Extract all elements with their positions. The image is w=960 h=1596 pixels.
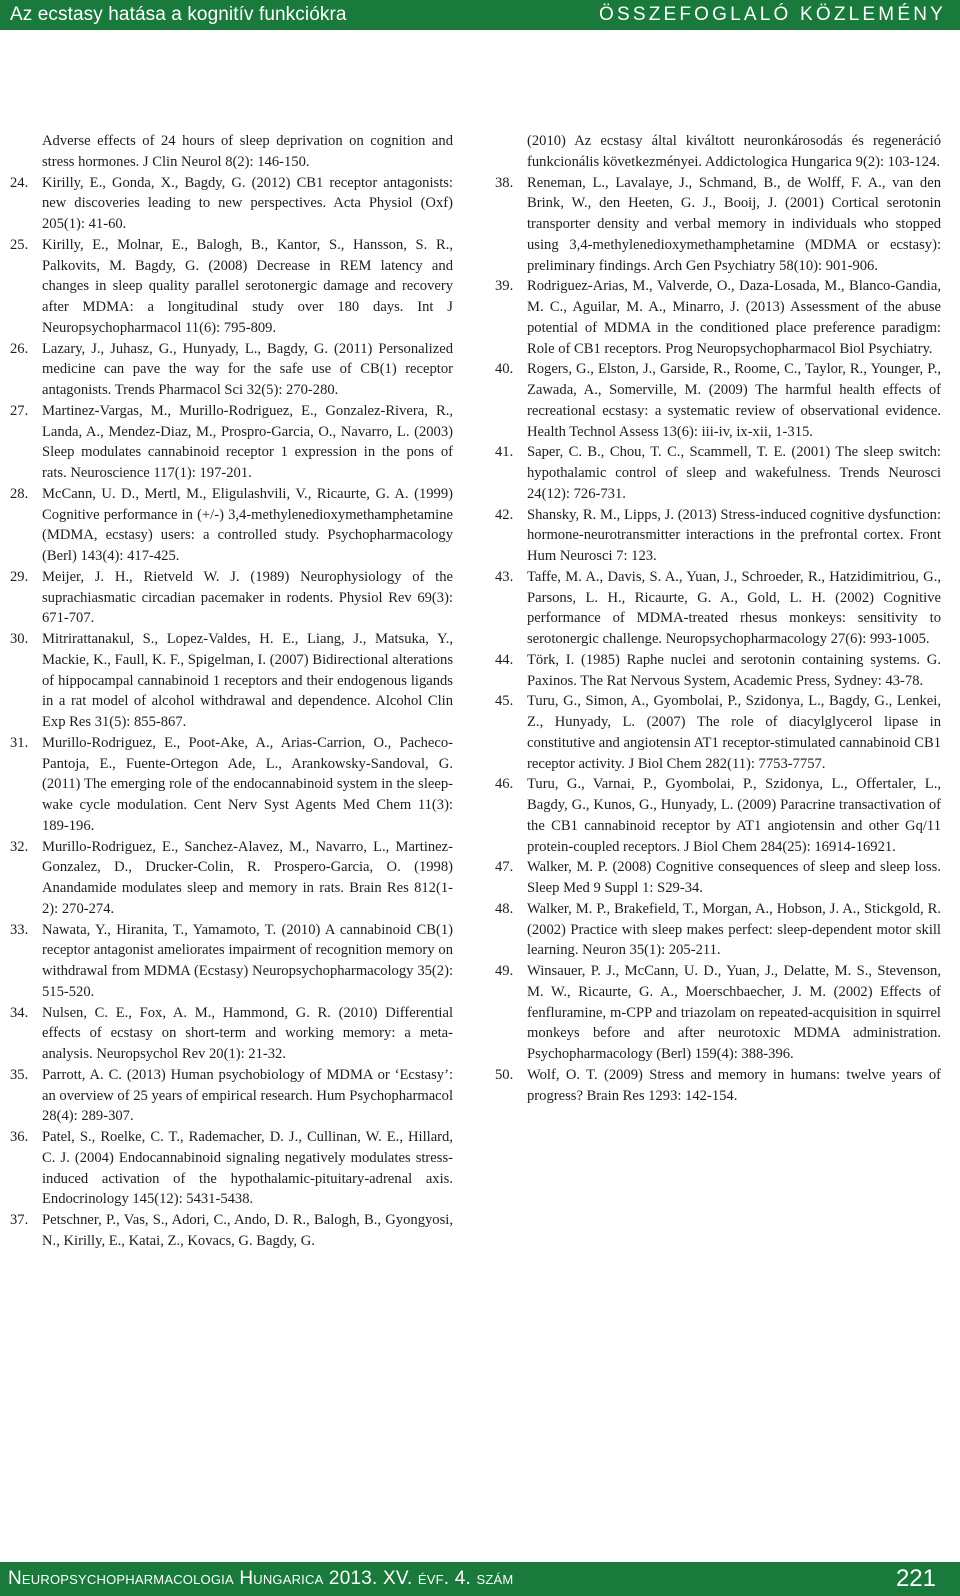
reference-number: 35. [10,1066,29,1083]
reference-number: 24. [10,174,29,191]
reference-number: 39. [495,278,514,295]
reference-item [495,899,941,961]
reference-item [10,1003,453,1065]
reference-number: 31. [10,734,29,751]
reference-item [10,235,453,339]
reference-text: Kirilly, E., Molnar, E., Balogh, B., Kantor, S., Hansson, S. R., Palkovits, M. Bagdy, G. (2008) Decrease in REM latency and changes in sleep quality parallel serotonergic damage and recovery after MDMA: a longitudinal study over 180 days. Int J Neuropsychopharmacol 11(6): 795-809. [42,236,453,336]
running-header [0,0,960,30]
reference-item [10,920,453,1003]
reference-text: Murillo-Rodriguez, E., Poot-Ake, A., Arias-Carrion, O., Pacheco-Pantoja, E., Fuente-Ortegon Ade, L., Arankowsky-Sandoval, G. (2011) The emerging role of the endocannabinoid system in the sleep-wake cycle modulation. Cent Nerv Syst Agents Med Chem 11(3): 189-196. [42,734,453,834]
reference-number: 34. [10,1004,29,1021]
reference-text: Winsauer, P. J., McCann, U. D., Yuan, J., Delatte, M. S., Stevenson, M. W., Ricaurte, G. A., Moerschbaecher, J. M. (2002) Effects of fenfluramine, m-CPP and triazolam on repeated-acquisition in squirrel monkeys before and after neurotoxic MDMA administration. Psychopharmacology (Berl) 159(4): 388-396. [527,963,941,1062]
reference-item [495,650,941,692]
reference-text: Nawata, Y., Hiranita, T., Yamamoto, T. (2010) A cannabinoid CB(1) receptor antagonist ameliorates impairment of recognition memory on withdrawal from MDMA (Ecstasy) Neuropsychopharmacology 35(2): 515-520. [42,921,453,1000]
reference-item [10,401,453,484]
reference-item [495,567,941,650]
reference-item [10,567,453,629]
reference-list [495,173,941,1107]
reference-continuation: Adverse effects of 24 hours of sleep deprivation on cognition and stress hormones. J Clin Neurol 8(2): 146-150. [42,133,453,170]
reference-number: 25. [10,236,29,253]
reference-item [10,1127,453,1210]
right-column [495,131,941,1106]
left-column [10,131,453,1252]
reference-number: 49. [495,963,514,979]
reference-text: Taffe, M. A., Davis, S. A., Yuan, J., Schroeder, R., Hatzidimitriou, G., Parsons, L. H., Ricaurte, G. A., Gold, L. H. (2002) Cognitive performance of MDMA-treated rhesus monkeys: sensitivity to serotonergic challenge. Neuropsychopharmacology 27(6): 993-1005. [527,568,941,647]
reference-text: Wolf, O. T. (2009) Stress and memory in humans: twelve years of progress? Brain Res 1293: 142-154. [527,1066,941,1104]
reference-number: 47. [495,859,514,876]
reference-number: 46. [495,776,514,793]
reference-number: 36. [10,1129,29,1145]
reference-number: 27. [10,402,29,419]
reference-item [495,276,941,359]
reference-text: Reneman, L., Lavalaye, J., Schmand, B., de Wolff, F. A., van den Brink, W., den Heeten, G. J., Booij, J. (2001) Cortical serotonin transporter density and verbal memory in individuals who stopped using 3,4-methylenedioxymethamphetamine (MDMA or ecstasy): preliminary findings. Arch Gen Psychiatry 58(10): 901-906. [527,174,941,274]
reference-number: 29. [10,568,29,585]
reference-item [10,629,453,733]
reference-number: 43. [495,568,514,585]
reference-number: 28. [10,485,29,502]
reference-number: 44. [495,651,514,668]
reference-text: Saper, C. B., Chou, T. C., Scammell, T. E. (2001) The sleep switch: hypothalamic control of sleep and wakefulness. Trends Neurosci 24(12): 726-731. [527,444,941,502]
header-section-title: ÖSSZEFOGLALÓ KÖZLEMÉNY [598,4,946,25]
reference-item [10,339,453,401]
reference-text: Martinez-Vargas, M., Murillo-Rodriguez, E., Gonzalez-Rivera, R., Landa, A., Mendez-Diaz, M., Prospro-Garcia, O., Navarro, L. (2003) Sleep modulates cannabinoid receptor 1 expression in the pons of rats. Neuroscience 117(1): 197-201. [42,402,453,481]
reference-text: Murillo-Rodriguez, E., Sanchez-Alavez, M., Navarro, L., Martinez-Gonzalez, D., Drucker-Colin, R. Prospero-Garcia, O. (1998) Anandamide modulates sleep and memory in rats. Brain Res 812(1-2): 270-274. [42,838,453,917]
reference-item [495,961,941,1065]
reference-list [10,173,453,1252]
reference-number: 50. [495,1066,514,1083]
reference-text: Rodriguez-Arias, M., Valverde, O., Daza-Losada, M., Blanco-Gandia, M. C., Aguilar, M. A., Minarro, J. (2013) Assessment of the abuse potential of MDMA in the conditioned place preference paradigm: Role of CB1 receptors. Prog Neuropsychopharmacol Biol Psychiatry. [527,278,941,357]
reference-text: Walker, M. P., Brakefield, T., Morgan, A., Hobson, J. A., Stickgold, R. (2002) Practice with sleep makes perfect: sleep-dependent motor skill learning. Neuron 35(1): 205-211. [527,900,941,959]
reference-item [495,173,941,277]
running-footer [0,1562,960,1596]
reference-text: Shansky, R. M., Lipps, J. (2013) Stress-induced cognitive dysfunction: hormone-neurotransmitter interactions in the prefrontal cortex. Front Hum Neurosci 7: 123. [527,506,941,564]
reference-item [495,505,941,567]
reference-text: Rogers, G., Elston, J., Garside, R., Roome, C., Taylor, R., Younger, P., Zawada, A., Somerville, M. (2009) The harmful health effects of recreational ecstasy: a systematic review of observational evidence. Health Technol Assess 13(6): iii-iv, ix-xii, 1-315. [527,361,941,440]
reference-number: 40. [495,361,514,378]
reference-item [10,173,453,235]
reference-item [495,442,941,504]
reference-number: 33. [10,921,29,938]
reference-text: Turu, G., Varnai, P., Gyombolai, P., Szidonya, L., Offertaler, L., Bagdy, G., Kunos, G., Hunyady, L. (2009) Paracrine transactivation of the CB1 cannabinoid receptor by AT1 angiotensin and other Gq/11 protein-coupled receptors. J Biol Chem 284(25): 16914-16921. [527,776,941,855]
reference-text: Mitrirattanakul, S., Lopez-Valdes, H. E., Liang, J., Matsuka, Y., Mackie, K., Faull, K. F., Spigelman, I. (2007) Bidirectional alterations of hippocampal cannabinoid 1 receptors and their endogenous ligands in a rat model of alcohol withdrawal and dependence. Alcohol Clin Exp Res 31(5): 855-867. [42,631,453,730]
page-number: 221 [895,1565,936,1592]
reference-item [10,1065,453,1127]
footer-journal-info: Neuropsychopharmacologia Hungarica 2013. XV. évf. 4. szám [8,1568,514,1589]
reference-text: Parrott, A. C. (2013) Human psychobiology of MDMA or ‘Ecstasy’: an overview of 25 years of empirical research. Hum Psychopharmacol 28(4): 289-307. [42,1066,453,1125]
reference-item [495,1065,941,1107]
reference-continuation: (2010) Az ecstasy által kiváltott neuronkárosodás és regeneráció funkcionális következményei. Addictologica Hungarica 9(2): 103-124. [527,133,941,170]
reference-text: Nulsen, C. E., Fox, A. M., Hammond, G. R. (2010) Differential effects of ecstasy on short-term and working memory: a meta-analysis. Neuropsychol Rev 20(1): 21-32. [42,1004,453,1062]
reference-item [495,774,941,857]
reference-item [495,359,941,442]
reference-text: Meijer, J. H., Rietveld W. J. (1989) Neurophysiology of the suprachiasmatic circadian pacemaker in rodents. Physiol Rev 69(3): 671-707. [42,568,453,627]
reference-text: Walker, M. P. (2008) Cognitive consequences of sleep and sleep loss. Sleep Med 9 Suppl 1: S29-34. [527,859,941,896]
reference-text: Lazary, J., Juhasz, G., Hunyady, L., Bagdy, G. (2011) Personalized medicine can pave the way for the safe use of CB(1) receptor antagonists. Trends Pharmacol Sci 32(5): 270-280. [42,340,453,398]
reference-number: 37. [10,1212,29,1228]
reference-number: 48. [495,900,514,917]
reference-number: 38. [495,174,514,191]
reference-number: 26. [10,340,29,357]
reference-text: McCann, U. D., Mertl, M., Eligulashvili, V., Ricaurte, G. A. (1999) Cognitive performance in (+/-) 3,4-methylenedioxymethamphetamine (MDMA, ecstasy) users: a controlled study. Psychopharmacology (Berl) 143(4): 417-425. [42,485,453,564]
header-article-title: Az ecstasy hatása a kognitív funkciókra [10,4,347,25]
reference-text: Törk, I. (1985) Raphe nuclei and serotonin containing systems. G. Paxinos. The Rat Nervous System, Academic Press, Sydney: 43-78. [527,651,941,689]
reference-item [495,691,941,774]
reference-text: Petschner, P., Vas, S., Adori, C., Ando, D. R., Balogh, B., Gyongyosi, N., Kirilly, E., Katai, Z., Kovacs, G. Bagdy, G. [42,1212,453,1249]
reference-text: Kirilly, E., Gonda, X., Bagdy, G. (2012) CB1 receptor antagonists: new discoveries leading to new perspectives. Acta Physiol (Oxf) 205(1): 41-60. [42,174,453,232]
reference-number: 45. [495,693,514,710]
reference-number: 42. [495,506,514,523]
reference-number: 41. [495,444,514,461]
reference-text: Turu, G., Simon, A., Gyombolai, P., Szidonya, L., Bagdy, G., Lenkei, Z., Hunyady, L. (2007) The role of diacylglycerol lipase in constitutive and angiotensin AT1 receptor-stimulated cannabinoid CB1 receptor activity. J Biol Chem 282(11): 7753-7757. [527,693,941,772]
reference-number: 32. [10,838,29,855]
reference-text: Patel, S., Roelke, C. T., Rademacher, D. J., Cullinan, W. E., Hillard, C. J. (2004) Endocannabinoid signaling negatively modulates stress-induced activation of the hypothalamic-pituitary-adrenal axis. Endocrinology 145(12): 5431-5438. [42,1129,453,1208]
reference-item [10,1210,453,1252]
reference-item [10,484,453,567]
reference-item [10,837,453,920]
reference-item [10,733,453,837]
reference-item [495,857,941,899]
reference-number: 30. [10,631,29,647]
